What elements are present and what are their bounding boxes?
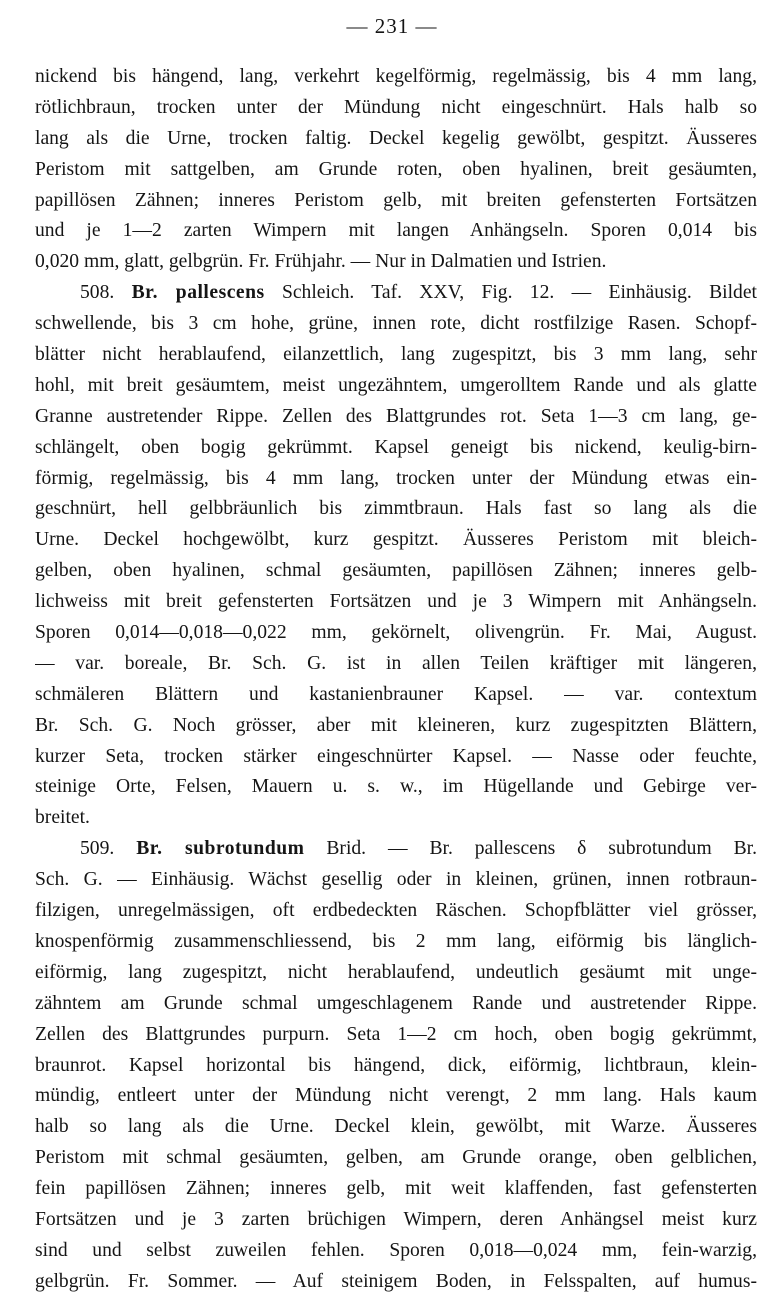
text-line [35,371,757,402]
line-text: blätter nicht herablaufend, eilanzettlich, lang zugespitzt, bis 3 mm lang, sehr [35,344,757,366]
text-line [35,340,757,371]
line-text: lang als die Urne, trocken faltig. Deckel kegelig gewölbt, gespitzt. Äusseres [35,127,757,149]
line-text: kurzer Seta, trocken stärker eingeschnürter Kapsel. — Nasse oder feuchte, [35,745,757,767]
text-line [35,556,757,587]
line-text: Sporen 0,014—0,018—0,022 mm, gekörnelt, olivengrün. Fr. Mai, August. [35,622,757,644]
text-line [35,1205,757,1236]
line-text: hohl, mit breit gesäumtem, meist ungezähntem, umgerolltem Rande und als glatte [35,374,757,396]
line-text: gelben, oben hyalinen, schmal gesäumten, papillösen Zähnen; inneres gelb- [35,560,757,582]
line-text: Brid. — Br. pallescens δ subrotundum Br. [304,838,757,860]
line-text: filzigen, unregelmässigen, oft erdbedeckten Räschen. Schopfblätter viel grösser, [35,900,757,922]
species-number: 509. [80,838,137,860]
text-line [35,927,757,958]
text-line [35,186,757,217]
text-line [35,402,757,433]
text-line [35,464,757,495]
line-text: förmig, regelmässig, bis 4 mm lang, trocken unter der Mündung etwas ein- [35,467,757,489]
line-text: mündig, entleert unter der Mündung nicht verengt, 2 mm lang. Hals kaum [35,1085,757,1107]
text-line [35,247,757,278]
text-line [35,865,757,896]
line-text: knospenförmig zusammenschliessend, bis 2 mm lang, eiförmig bis länglich- [35,930,757,952]
text-line [35,1143,757,1174]
line-text: Urne. Deckel hochgewölbt, kurz gespitzt. Äusseres Peristom mit bleich- [35,529,757,551]
text-line [35,803,757,834]
line-text: Br. Sch. G. Noch grösser, aber mit kleineren, kurz zugespitzten Blättern, [35,714,757,736]
text-line [35,772,757,803]
line-text: Sch. G. — Einhäusig. Wächst gesellig oder in kleinen, grünen, innen rotbraun- [35,869,757,891]
line-text: zähntem am Grunde schmal umgeschlagenem Rande und austretender Rippe. [35,992,757,1014]
line-text: Peristom mit schmal gesäumten, gelben, am Grunde orange, oben gelblichen, [35,1147,757,1169]
line-text: und je 1—2 zarten Wimpern mit langen Anhängseln. Sporen 0,014 bis [35,220,757,242]
species-number: 508. [80,282,132,304]
text-line [35,1236,757,1267]
text-line [35,309,757,340]
body-text [35,62,757,1298]
text-line [35,1020,757,1051]
text-line [35,155,757,186]
text-line [35,525,757,556]
line-text: halb so lang als die Urne. Deckel klein, gewölbt, mit Warze. Äusseres [35,1116,757,1138]
text-line [35,62,757,93]
text-line [35,93,757,124]
line-text: papillösen Zähnen; inneres Peristom gelb, mit breiten gefensterten Fortsätzen [35,189,757,211]
text-line [35,896,757,927]
text-line [35,1174,757,1205]
species-name: Br. pallescens [131,282,265,304]
text-line [35,1267,757,1298]
line-text: Zellen des Blattgrundes purpurn. Seta 1—2 cm hoch, oben bogig gekrümmt, [35,1023,757,1045]
text-line [35,680,757,711]
line-text: rötlichbraun, trocken unter der Mündung nicht eingeschnürt. Hals halb so [35,96,757,118]
text-line [35,1051,757,1082]
text-line [35,216,757,247]
line-text: gelbgrün. Fr. Sommer. — Auf steinigem Boden, in Felsspalten, auf humus- [35,1270,757,1292]
line-text: 0,020 mm, glatt, gelbgrün. Fr. Frühjahr. — Nur in Dalmatien und Istrien. [35,251,607,273]
line-text: schwellende, bis 3 cm hohe, grüne, innen rote, dicht rostfilzige Rasen. Schopf- [35,313,757,335]
text-line [35,618,757,649]
line-text: schmäleren Blättern und kastanienbrauner Kapsel. — var. contextum [35,683,757,705]
species-name: Br. subrotundum [136,838,305,860]
line-text: nickend bis hängend, lang, verkehrt kegelförmig, regelmässig, bis 4 mm lang, [35,66,757,87]
text-line [35,711,757,742]
line-text: breitet. [35,807,90,829]
species-heading-line [35,834,757,865]
line-text: geschnürt, hell gelbbräunlich bis zimmtbraun. Hals fast so lang als die [35,498,757,520]
line-text: lichweiss mit breit gefensterten Fortsätzen und je 3 Wimpern mit Anhängseln. [35,591,757,613]
line-text: Schleich. Taf. XXV, Fig. 12. — Einhäusig. Bildet [264,282,757,304]
text-line [35,1112,757,1143]
text-line [35,494,757,525]
line-text: braunrot. Kapsel horizontal bis hängend, dick, eiförmig, lichtbraun, klein- [35,1054,757,1076]
text-line [35,433,757,464]
text-line [35,587,757,618]
page-number: — 231 — [346,14,438,38]
line-text: sind und selbst zuweilen fehlen. Sporen 0,018—0,024 mm, fein-warzig, [35,1239,757,1261]
line-text: fein papillösen Zähnen; inneres gelb, mit weit klaffenden, fast gefensterten [35,1178,757,1200]
text-line [35,649,757,680]
line-text: Fortsätzen und je 3 zarten brüchigen Wimpern, deren Anhängsel meist kurz [35,1208,757,1230]
text-line [35,124,757,155]
line-text: steinige Orte, Felsen, Mauern u. s. w., im Hügellande und Gebirge ver- [35,776,757,798]
line-text: eiförmig, lang zugespitzt, nicht herablaufend, undeutlich gesäumt mit unge- [35,961,757,983]
line-text: — var. boreale, Br. Sch. G. ist in allen Teilen kräftiger mit längeren, [35,652,757,674]
line-text: schlängelt, oben bogig gekrümmt. Kapsel geneigt bis nickend, keulig-birn- [35,436,757,458]
text-line [35,1081,757,1112]
text-line [35,742,757,773]
text-line [35,958,757,989]
line-text: Peristom mit sattgelben, am Grunde roten, oben hyalinen, breit gesäumten, [35,158,757,180]
text-line [35,989,757,1020]
line-text: Granne austretender Rippe. Zellen des Blattgrundes rot. Seta 1—3 cm lang, ge- [35,405,757,427]
species-heading-line [35,278,757,309]
